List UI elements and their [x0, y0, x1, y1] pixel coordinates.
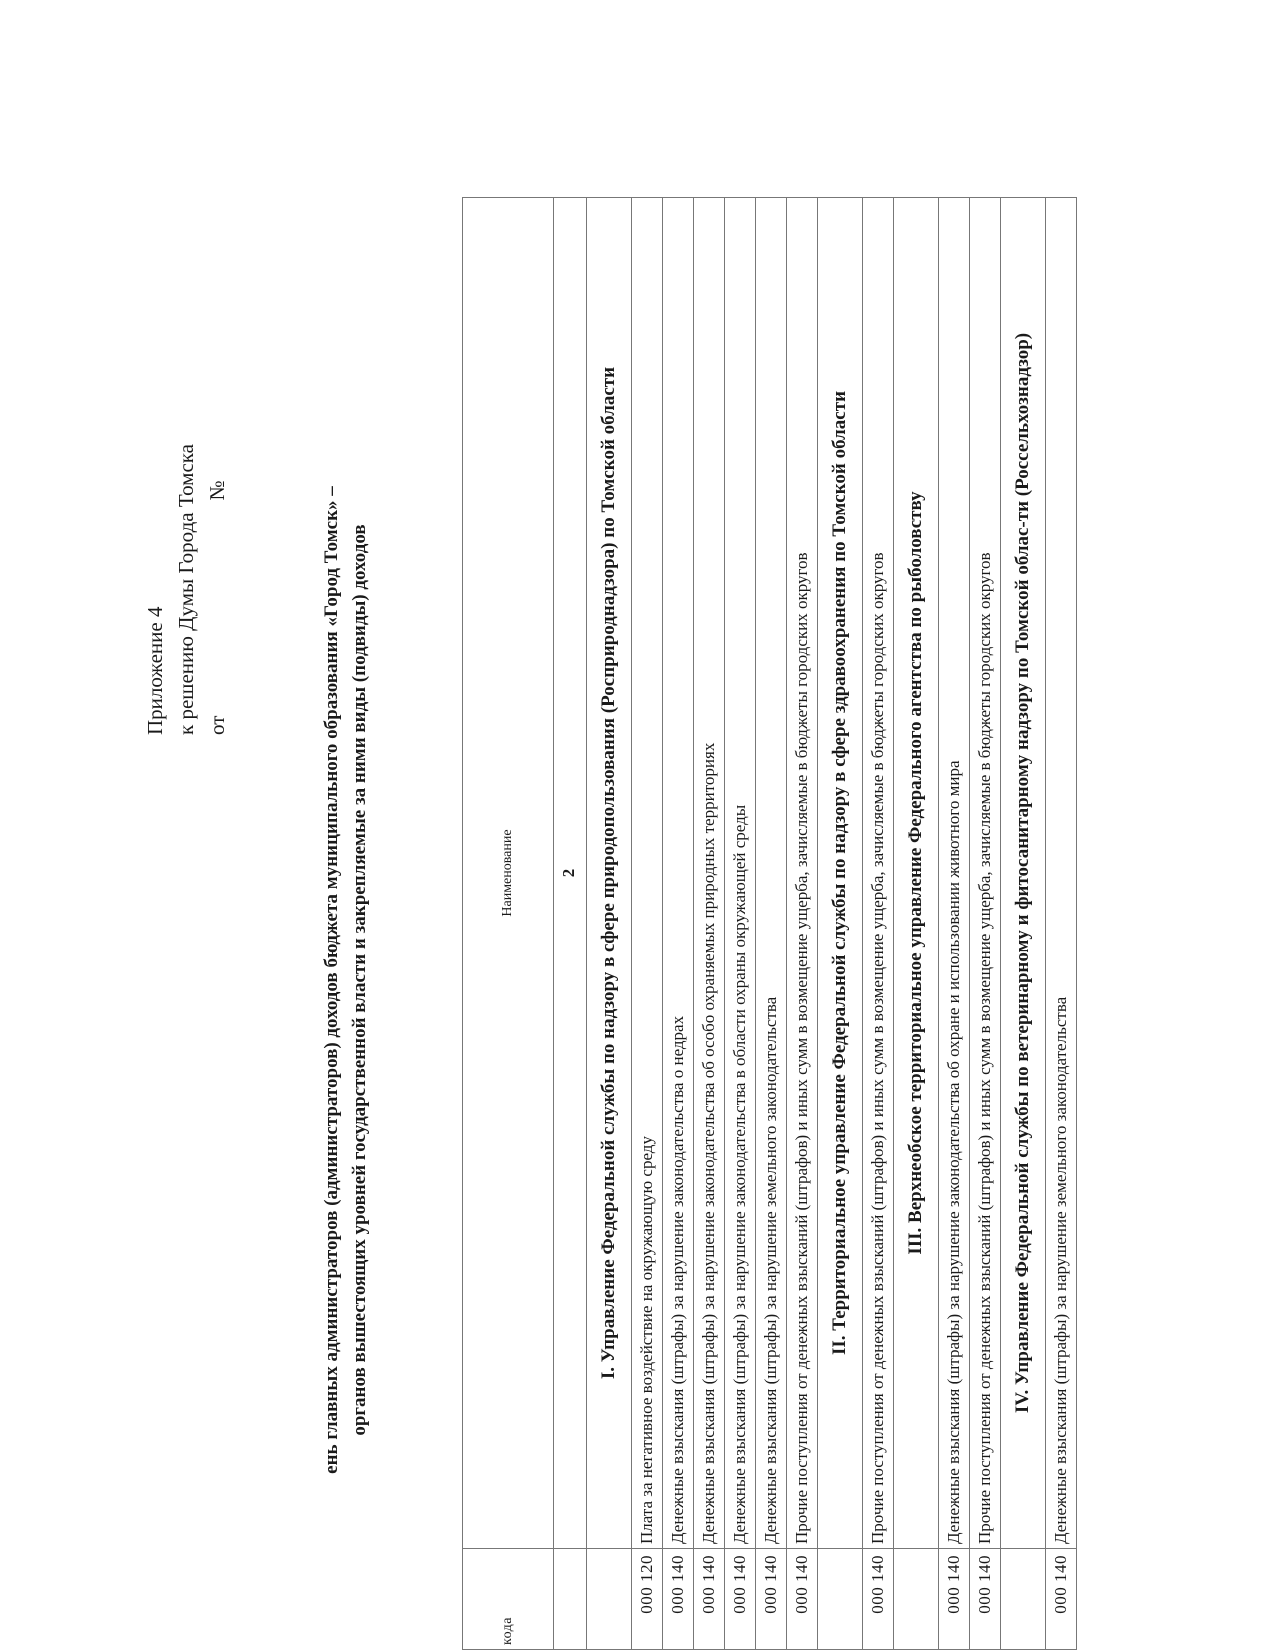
heading-line-2: органов вышестоящих уровней государственной власти и закрепляемые за ними виды (подвиды) доходов: [349, 524, 370, 1436]
row-name: Денежные взыскания (штрафы) за нарушение законодательства о недрах: [663, 198, 694, 1549]
section-header-row: [894, 198, 939, 1650]
revenue-table: [462, 197, 1077, 1650]
row-name: Плата за негативное воздействие на окружающую среду: [632, 198, 663, 1549]
colnum-code: [554, 1549, 587, 1650]
appendix-date-number: [202, 444, 233, 735]
section-title: III. Верхнеобское территориальное управление Федерального агентства по рыболовству: [894, 198, 939, 1549]
appendix-decision-ref: к решению Думы Города Томска: [174, 444, 198, 735]
row-code: 000 140: [970, 1549, 1001, 1650]
row-code: 000 140: [694, 1549, 725, 1650]
row-code: [1001, 1549, 1046, 1650]
table-header-row: [463, 198, 554, 1650]
colnum-name: 2: [554, 198, 587, 1549]
row-code: 000 140: [663, 1549, 694, 1650]
row-name: Денежные взыскания (штрафы) за нарушение законодательства в области охраны окружающей среды: [725, 198, 756, 1549]
table-row: [1046, 198, 1077, 1650]
table-row: [663, 198, 694, 1650]
row-code: 000 140: [787, 1549, 818, 1650]
row-name: Денежные взыскания (штрафы) за нарушение законодательства об особо охраняемых природных территориях: [694, 198, 725, 1549]
row-code: 000 140: [939, 1549, 970, 1650]
appendix-note: [140, 444, 233, 735]
row-name: Денежные взыскания (штрафы) за нарушение земельного законодательства: [756, 198, 787, 1549]
table-row: [725, 198, 756, 1650]
section-title: I. Управление Федеральной службы по надзору в сфере природопользования (Росприроднадзора) по Томской области: [587, 198, 632, 1549]
row-code: [587, 1549, 632, 1650]
column-number-row: [554, 198, 587, 1650]
header-code: кода: [463, 1549, 554, 1650]
table-row: [756, 198, 787, 1650]
table-row: [632, 198, 663, 1650]
row-code: 000 140: [863, 1549, 894, 1650]
section-header-row: [587, 198, 632, 1650]
row-code: 000 120: [632, 1549, 663, 1650]
table-row: [787, 198, 818, 1650]
row-name: Денежные взыскания (штрафы) за нарушение земельного законодательства: [1046, 198, 1077, 1549]
table-row: [863, 198, 894, 1650]
row-code: [818, 1549, 863, 1650]
heading-line-1: ень главных администраторов (администраторов) доходов бюджета муниципального образования «Город Томск» –: [321, 486, 342, 1474]
row-code: 000 140: [1046, 1549, 1077, 1650]
row-code: [894, 1549, 939, 1650]
row-code: 000 140: [725, 1549, 756, 1650]
document-heading: [318, 230, 374, 1650]
table-row: [694, 198, 725, 1650]
row-name: Денежные взыскания (штрафы) за нарушение законодательства об охране и использовании животного мира: [939, 198, 970, 1549]
table-row: [970, 198, 1001, 1650]
table-row: [939, 198, 970, 1650]
row-name: Прочие поступления от денежных взысканий (штрафов) и иных сумм в возмещение ущерба, зачисляемые в бюджеты городских округов: [970, 198, 1001, 1549]
revenue-table-container: [462, 197, 1077, 1650]
section-title: II. Территориальное управление Федеральной службы по надзору в сфере здравоохранения по Томской области: [818, 198, 863, 1549]
appendix-title: Приложение 4: [143, 606, 167, 735]
section-header-row: [1001, 198, 1046, 1650]
section-header-row: [818, 198, 863, 1650]
row-name: Прочие поступления от денежных взысканий (штрафов) и иных сумм в возмещение ущерба, зачисляемые в бюджеты городских округов: [863, 198, 894, 1549]
section-title: IV. Управление Федеральной службы по ветеринарному и фитосанитарному надзору по Томской облас-ти (Россельхознадзор): [1001, 198, 1046, 1549]
header-name: Наименование: [463, 198, 554, 1549]
row-code: 000 140: [756, 1549, 787, 1650]
appendix-date-prefix: от: [205, 715, 229, 735]
appendix-number-sign: №: [205, 480, 229, 501]
row-name: Прочие поступления от денежных взысканий (штрафов) и иных сумм в возмещение ущерба, зачисляемые в бюджеты городских округов: [787, 198, 818, 1549]
